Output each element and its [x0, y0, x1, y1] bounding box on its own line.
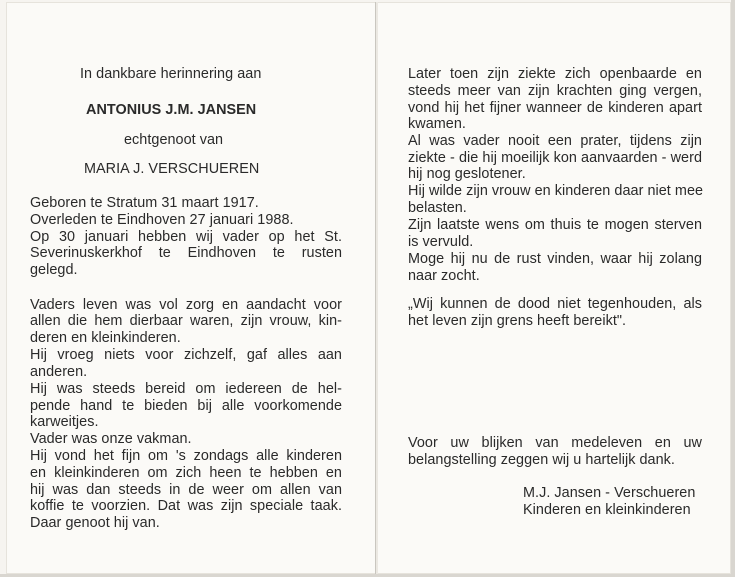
memory-line: kwamen.	[408, 116, 466, 132]
thanks-line: Voor uw blijken van medeleven en uw	[408, 435, 702, 451]
bio-line: Op 30 januari hebben wij vader op het St.	[30, 229, 342, 245]
tribute-line: en kleinkinderen om zich heen te hebben en	[30, 465, 342, 481]
memory-line: naar zocht.	[408, 268, 480, 284]
memory-line: Zijn laatste wens om thuis te mogen sterven	[408, 217, 702, 233]
memory-line: Later toen zijn ziekte zich openbaarde en	[408, 66, 702, 82]
memory-line: vond hij het fijner wanneer de kinderen apart	[408, 100, 702, 116]
signature-line: M.J. Jansen - Verschueren	[523, 485, 696, 501]
card-fold-shadow	[376, 2, 378, 574]
tribute-line: Hij vond het fijn om 's zondags alle kinderen	[30, 448, 342, 464]
memory-line: hij nog geslotener.	[408, 166, 526, 182]
tribute-line: Vader was onze vakman.	[30, 431, 192, 447]
tribute-line: anderen.	[30, 364, 88, 380]
signature-line: Kinderen en kleinkinderen	[523, 502, 691, 518]
memory-line: ziekte - die hij moeilijk kon aanvaarden - werd	[408, 150, 702, 166]
memory-line: Moge hij nu de rust vinden, waar hij zolang	[408, 251, 702, 267]
memory-line: is vervuld.	[408, 234, 474, 250]
tribute-line: Hij vroeg niets voor zichzelf, gaf alles aan	[30, 347, 342, 363]
quote-line: het leven zijn grens heeft bereikt".	[408, 313, 627, 329]
memory-line: Al was vader nooit een prater, tijdens zijn	[408, 133, 702, 149]
tribute-line: pende hand te bieden bij alle voorkomende	[30, 398, 342, 414]
tribute-line: koffie te voorzien. Dat was zijn speciale taak.	[30, 498, 342, 514]
tribute-line: Vaders leven was vol zorg en aandacht voor	[30, 297, 342, 313]
memory-line: belasten.	[408, 200, 467, 216]
tribute-line: Daar genoot hij van.	[30, 515, 160, 531]
scan-edge-right	[731, 0, 735, 577]
tribute-line: deren en kleinkinderen.	[30, 330, 181, 346]
heading-intro: In dankbare herinnering aan	[80, 66, 262, 82]
tribute-line: Hij was steeds bereid om iedereen de hel-	[30, 381, 342, 397]
thanks-line: belangstelling zeggen wij u hartelijk dank.	[408, 452, 675, 468]
bio-line: Overleden te Eindhoven 27 januari 1988.	[30, 212, 294, 228]
deceased-name: ANTONIUS J.M. JANSEN	[86, 102, 257, 118]
bio-line: gelegd.	[30, 262, 78, 278]
bio-line: Geboren te Stratum 31 maart 1917.	[30, 195, 259, 211]
memory-line: Hij wilde zijn vrouw en kinderen daar niet mee	[408, 183, 704, 199]
spouse-name: MARIA J. VERSCHUEREN	[84, 161, 260, 177]
tribute-line: karweitjes.	[30, 414, 99, 430]
tribute-line: hij was dan steeds in de weer om allen van	[30, 482, 342, 498]
quote-line: „Wij kunnen de dood niet tegenhouden, als	[408, 296, 702, 312]
tribute-line: allen die hem dierbaar waren, zijn vrouw, kin-	[30, 313, 342, 329]
bio-line: Severinuskerkhof te Eindhoven te rusten	[30, 245, 342, 261]
spouse-intro: echtgenoot van	[124, 132, 224, 148]
memory-line: steeds meer van zijn krachten ging vergen,	[408, 83, 702, 99]
